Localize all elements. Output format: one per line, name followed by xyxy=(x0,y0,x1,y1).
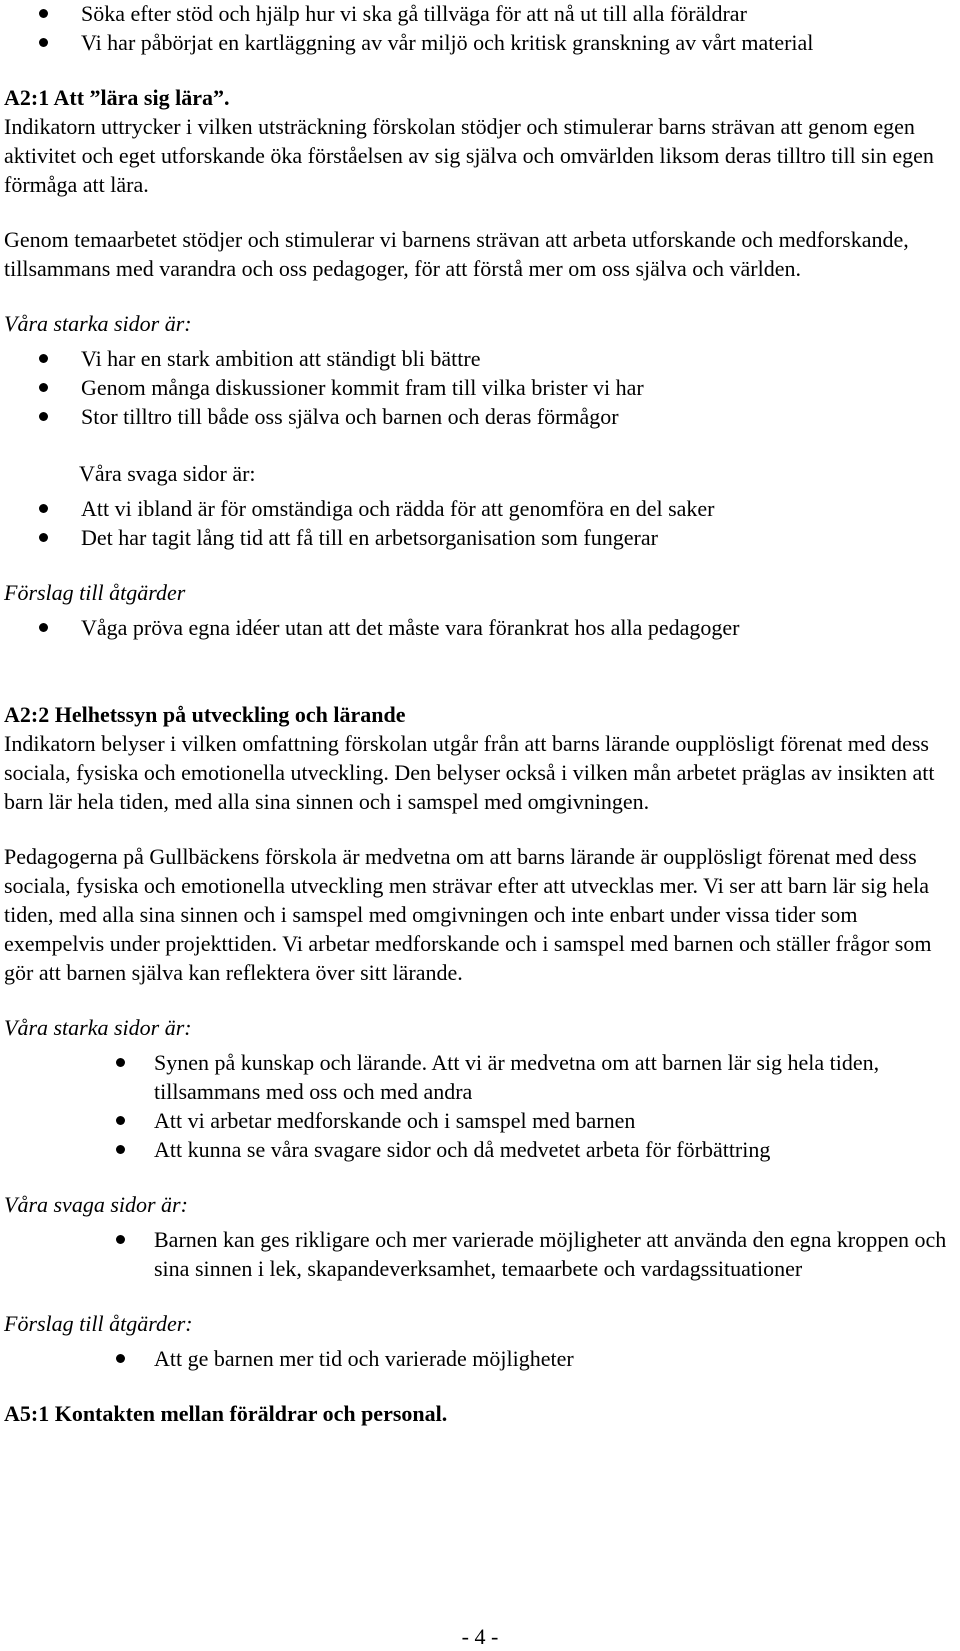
a21-weaknesses-label: Våra svaga sidor är: xyxy=(79,461,256,486)
list-item: Att ge barnen mer tid och varierade möjligheter xyxy=(4,1344,954,1373)
list-item: Vi har en stark ambition att ständigt bli bättre xyxy=(4,344,954,373)
section-heading-a51: A5:1 Kontakten mellan föräldrar och personal. xyxy=(4,1401,448,1426)
a21-body-text: Genom temaarbetet stödjer och stimulerar vi barnens strävan att arbeta utforskande och medforskande, tillsammans med varandra och oss pedagoger, för att förstå mer om oss själva och världen. xyxy=(4,227,909,281)
list-item: Stor tilltro till både oss själva och barnen och deras förmågor xyxy=(4,402,954,431)
a22-body-text: Pedagogerna på Gullbäckens förskola är medvetna om att barns lärande är oupplösligt förenat med dess sociala, fysiska och emotionella utveckling men strävar efter att utvecklas mer. Vi ser att barn lär sig hela tiden, med alla sina sinnen och i samspel med omgivningen och inte enbart under vissa tider som exempelvis under projekttiden. Vi arbetar medforskande och i samspel med barnen och ställer frågor som gör att barnen själva kan reflektera över sitt lärande. xyxy=(4,844,932,985)
list-item: Att vi ibland är för omständiga och rädda för att genomföra en del saker xyxy=(4,494,954,523)
list-item: Genom många diskussioner kommit fram till vilka brister vi har xyxy=(4,373,954,402)
page-number: - 4 - xyxy=(461,1624,499,1649)
list-item: Synen på kunskap och lärande. Att vi är medvetna om att barnen lär sig hela tiden, tillsammans med oss och med andra xyxy=(4,1048,954,1106)
a22-indicator-text: Indikatorn belyser i vilken omfattning förskolan utgår från att barns lärande oupplösligt förenat med dess sociala, fysiska och emotionella utveckling. Den belyser också i vilken mån arbetet präglas av insikten att barn lär hela tiden, med alla sina sinnen och i samspel med omgivningen. xyxy=(4,731,935,814)
section-heading-a21: A2:1 Att ”lära sig lära”. xyxy=(4,85,230,110)
a22-strengths-list xyxy=(4,1048,954,1164)
list-item: Att vi arbetar medforskande och i samspel med barnen xyxy=(4,1106,954,1135)
document-page xyxy=(4,0,954,1428)
a22-weaknesses-list xyxy=(4,1225,954,1283)
a21-actions-list xyxy=(4,613,954,642)
section-heading-a22: A2:2 Helhetssyn på utveckling och lärande xyxy=(4,702,406,727)
a21-indicator-text: Indikatorn uttrycker i vilken utsträckning förskolan stödjer och stimulerar barns strävan att genom egen aktivitet och eget utforskande öka förståelsen av sig själva och omvärlden liksom deras tilltro till sin egen förmåga att lära. xyxy=(4,114,934,197)
a22-actions-list xyxy=(4,1344,954,1373)
intro-bullet-list xyxy=(4,0,954,57)
list-item: Söka efter stöd och hjälp hur vi ska gå tillväga för att nå ut till alla föräldrar xyxy=(4,0,954,28)
list-item: Vi har påbörjat en kartläggning av vår miljö och kritisk granskning av vårt material xyxy=(4,28,954,57)
a21-strengths-label: Våra starka sidor är: xyxy=(4,311,192,336)
list-item: Att kunna se våra svagare sidor och då medvetet arbeta för förbättring xyxy=(4,1135,954,1164)
list-item: Våga pröva egna idéer utan att det måste vara förankrat hos alla pedagoger xyxy=(4,613,954,642)
a21-weaknesses-list xyxy=(4,494,954,552)
a21-strengths-list xyxy=(4,344,954,431)
a21-actions-label: Förslag till åtgärder xyxy=(4,580,186,605)
list-item: Det har tagit lång tid att få till en arbetsorganisation som fungerar xyxy=(4,523,954,552)
a22-strengths-label: Våra starka sidor är: xyxy=(4,1015,192,1040)
list-item: Barnen kan ges rikligare och mer varierade möjligheter att använda den egna kroppen och sina sinnen i lek, skapandeverksamhet, temaarbete och vardagssituationer xyxy=(4,1225,954,1283)
a22-weaknesses-label: Våra svaga sidor är: xyxy=(4,1192,188,1217)
a22-actions-label: Förslag till åtgärder: xyxy=(4,1311,193,1336)
